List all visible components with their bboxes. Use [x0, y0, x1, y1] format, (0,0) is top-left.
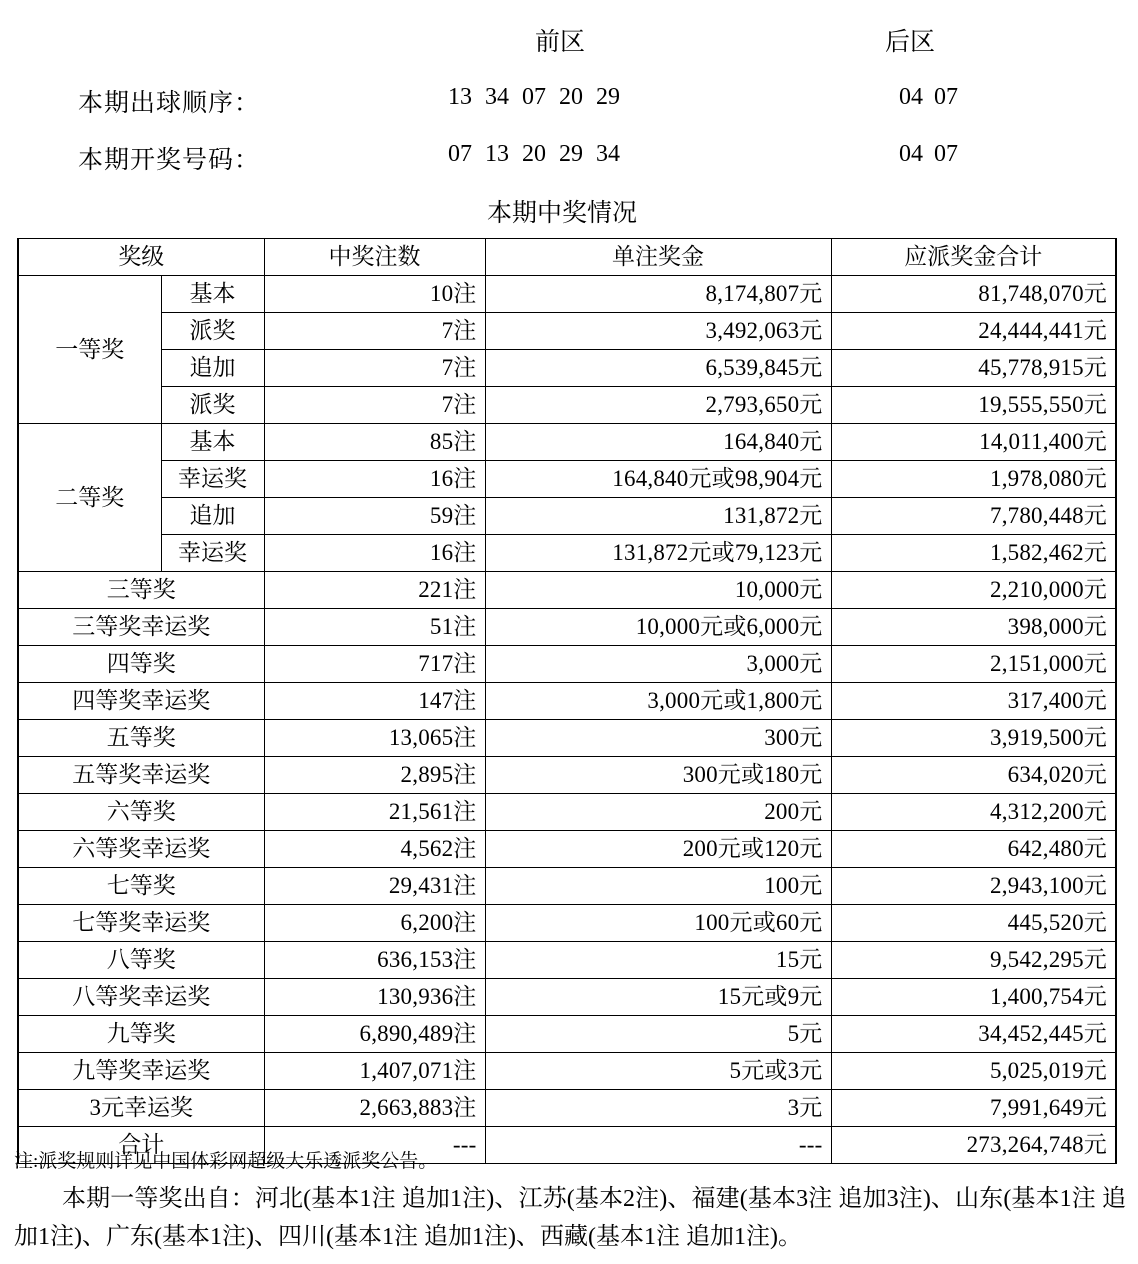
col-header-winning-count: 中奖注数	[264, 239, 485, 276]
front-zone-label: 前区	[535, 29, 586, 56]
prize-level: 五等奖幸运奖	[18, 757, 264, 794]
winning-count: 147注	[264, 683, 485, 720]
table-row	[18, 498, 1116, 535]
total-prize: 5,025,019元	[831, 1053, 1116, 1090]
winning-count: 4,562注	[264, 831, 485, 868]
total-prize: 24,444,441元	[831, 313, 1116, 350]
per-bet-prize: 15元或9元	[485, 979, 831, 1016]
per-bet-prize: 200元	[485, 794, 831, 831]
per-bet-prize: 3,000元或1,800元	[485, 683, 831, 720]
prize-level: 九等奖幸运奖	[18, 1053, 264, 1090]
prize-subtype: 追加	[161, 350, 264, 387]
prize-subtype: 派奖	[161, 313, 264, 350]
winning-count: 59注	[264, 498, 485, 535]
winning-count: 1,407,071注	[264, 1053, 485, 1090]
prize-level: 三等奖幸运奖	[18, 609, 264, 646]
prize-level: 四等奖	[18, 646, 264, 683]
prize-level: 九等奖	[18, 1016, 264, 1053]
per-bet-prize: 200元或120元	[485, 831, 831, 868]
table-row	[18, 535, 1116, 572]
total-label: 合计	[18, 1127, 264, 1164]
table-row	[18, 350, 1116, 387]
prize-level: 七等奖幸运奖	[18, 905, 264, 942]
prize-subtype: 幸运奖	[161, 461, 264, 498]
table-row	[18, 757, 1116, 794]
prize-group-name: 一等奖	[18, 276, 161, 424]
per-bet-prize: 100元或60元	[485, 905, 831, 942]
prize-level: 八等奖	[18, 942, 264, 979]
section-title: 本期中奖情况	[487, 200, 638, 227]
per-bet-prize: 131,872元或79,123元	[485, 535, 831, 572]
table-row	[18, 979, 1116, 1016]
total-per-bet-prize: ---	[485, 1127, 831, 1164]
table-row	[18, 720, 1116, 757]
first-prize-origin-text: 本期一等奖出自：河北(基本1注 追加1注)、江苏(基本2注)、福建(基本3注 追加3注)、山东(基本1注 追加1注)、广东(基本1注)、四川(基本1注 追加1注)、西藏(基本1注 追加1注)。	[14, 1186, 1126, 1250]
per-bet-prize: 10,000元或6,000元	[485, 609, 831, 646]
back-zone-label: 后区	[885, 29, 936, 56]
table-row	[18, 683, 1116, 720]
col-header-prize-level: 奖级	[18, 239, 264, 276]
table-row	[18, 572, 1116, 609]
winning-count: 2,663,883注	[264, 1090, 485, 1127]
winning-count: 6,200注	[264, 905, 485, 942]
per-bet-prize: 164,840元	[485, 424, 831, 461]
per-bet-prize: 10,000元	[485, 572, 831, 609]
per-bet-prize: 300元或180元	[485, 757, 831, 794]
winning-count: 16注	[264, 461, 485, 498]
per-bet-prize: 2,793,650元	[485, 387, 831, 424]
per-bet-prize: 15元	[485, 942, 831, 979]
total-prize: 3,919,500元	[831, 720, 1116, 757]
table-row	[18, 1090, 1116, 1127]
winning-count: 51注	[264, 609, 485, 646]
per-bet-prize: 5元	[485, 1016, 831, 1053]
table-row	[18, 794, 1116, 831]
ball-order-front-numbers: 13 34 07 20 29	[448, 84, 620, 110]
total-prize: 81,748,070元	[831, 276, 1116, 313]
draw-number-front-numbers: 07 13 20 29 34	[448, 141, 620, 167]
total-prize: 4,312,200元	[831, 794, 1116, 831]
winning-count: 16注	[264, 535, 485, 572]
prize-breakdown-table	[17, 238, 1117, 1164]
footnote-rules: 注:派奖规则详见中国体彩网超级大乐透派奖公告。	[14, 1151, 438, 1172]
grand-total-prize: 273,264,748元	[831, 1127, 1116, 1164]
ball-order-back-numbers: 04 07	[899, 84, 958, 110]
table-row	[18, 942, 1116, 979]
prize-group-name: 二等奖	[18, 424, 161, 572]
table-header-row	[18, 239, 1116, 276]
prize-level: 六等奖	[18, 794, 264, 831]
col-header-per-bet-prize: 单注奖金	[485, 239, 831, 276]
ball-order-label: 本期出球顺序：	[78, 90, 261, 117]
winning-count: 7注	[264, 350, 485, 387]
winning-count: 85注	[264, 424, 485, 461]
total-prize: 45,778,915元	[831, 350, 1116, 387]
table-row	[18, 646, 1116, 683]
winning-count: 7注	[264, 313, 485, 350]
total-prize: 398,000元	[831, 609, 1116, 646]
per-bet-prize: 3,000元	[485, 646, 831, 683]
total-prize: 2,943,100元	[831, 868, 1116, 905]
total-prize: 445,520元	[831, 905, 1116, 942]
winning-count: 636,153注	[264, 942, 485, 979]
prize-subtype: 幸运奖	[161, 535, 264, 572]
table-row	[18, 1053, 1116, 1090]
prize-subtype: 追加	[161, 498, 264, 535]
total-prize: 634,020元	[831, 757, 1116, 794]
per-bet-prize: 131,872元	[485, 498, 831, 535]
total-prize: 9,542,295元	[831, 942, 1116, 979]
prize-level: 八等奖幸运奖	[18, 979, 264, 1016]
table-row	[18, 313, 1116, 350]
winning-count: 13,065注	[264, 720, 485, 757]
per-bet-prize: 5元或3元	[485, 1053, 831, 1090]
winning-count: 717注	[264, 646, 485, 683]
total-prize: 34,452,445元	[831, 1016, 1116, 1053]
draw-summary-header	[0, 0, 1138, 236]
winning-count: 130,936注	[264, 979, 485, 1016]
per-bet-prize: 8,174,807元	[485, 276, 831, 313]
per-bet-prize: 3,492,063元	[485, 313, 831, 350]
table-row	[18, 387, 1116, 424]
table-row	[18, 461, 1116, 498]
total-prize: 1,582,462元	[831, 535, 1116, 572]
prize-level: 七等奖	[18, 868, 264, 905]
table-body	[18, 276, 1116, 1164]
total-prize: 7,991,649元	[831, 1090, 1116, 1127]
winning-count: 7注	[264, 387, 485, 424]
total-prize: 1,400,754元	[831, 979, 1116, 1016]
winning-count: 6,890,489注	[264, 1016, 485, 1053]
total-prize: 19,555,550元	[831, 387, 1116, 424]
table-row	[18, 424, 1116, 461]
table-row	[18, 1016, 1116, 1053]
table-row	[18, 609, 1116, 646]
prize-level: 六等奖幸运奖	[18, 831, 264, 868]
table-row	[18, 868, 1116, 905]
winning-count: 221注	[264, 572, 485, 609]
per-bet-prize: 100元	[485, 868, 831, 905]
table-row	[18, 905, 1116, 942]
table-row	[18, 276, 1116, 313]
prize-subtype: 基本	[161, 276, 264, 313]
winning-count: 10注	[264, 276, 485, 313]
total-prize: 642,480元	[831, 831, 1116, 868]
prize-subtype: 派奖	[161, 387, 264, 424]
per-bet-prize: 164,840元或98,904元	[485, 461, 831, 498]
total-prize: 1,978,080元	[831, 461, 1116, 498]
winning-count: 21,561注	[264, 794, 485, 831]
table-header	[18, 239, 1116, 276]
winning-count: 29,431注	[264, 868, 485, 905]
per-bet-prize: 6,539,845元	[485, 350, 831, 387]
prize-level: 四等奖幸运奖	[18, 683, 264, 720]
total-prize: 2,210,000元	[831, 572, 1116, 609]
draw-number-label: 本期开奖号码：	[78, 147, 261, 174]
per-bet-prize: 3元	[485, 1090, 831, 1127]
total-prize: 7,780,448元	[831, 498, 1116, 535]
col-header-total-prize: 应派奖金合计	[831, 239, 1116, 276]
total-winning-count: ---	[264, 1127, 485, 1164]
winning-count: 2,895注	[264, 757, 485, 794]
draw-number-back-numbers: 04 07	[899, 141, 958, 167]
total-prize: 14,011,400元	[831, 424, 1116, 461]
total-prize: 2,151,000元	[831, 646, 1116, 683]
prize-level: 五等奖	[18, 720, 264, 757]
prize-level: 三等奖	[18, 572, 264, 609]
per-bet-prize: 300元	[485, 720, 831, 757]
total-prize: 317,400元	[831, 683, 1116, 720]
prize-subtype: 基本	[161, 424, 264, 461]
prize-level: 3元幸运奖	[18, 1090, 264, 1127]
table-row	[18, 831, 1116, 868]
